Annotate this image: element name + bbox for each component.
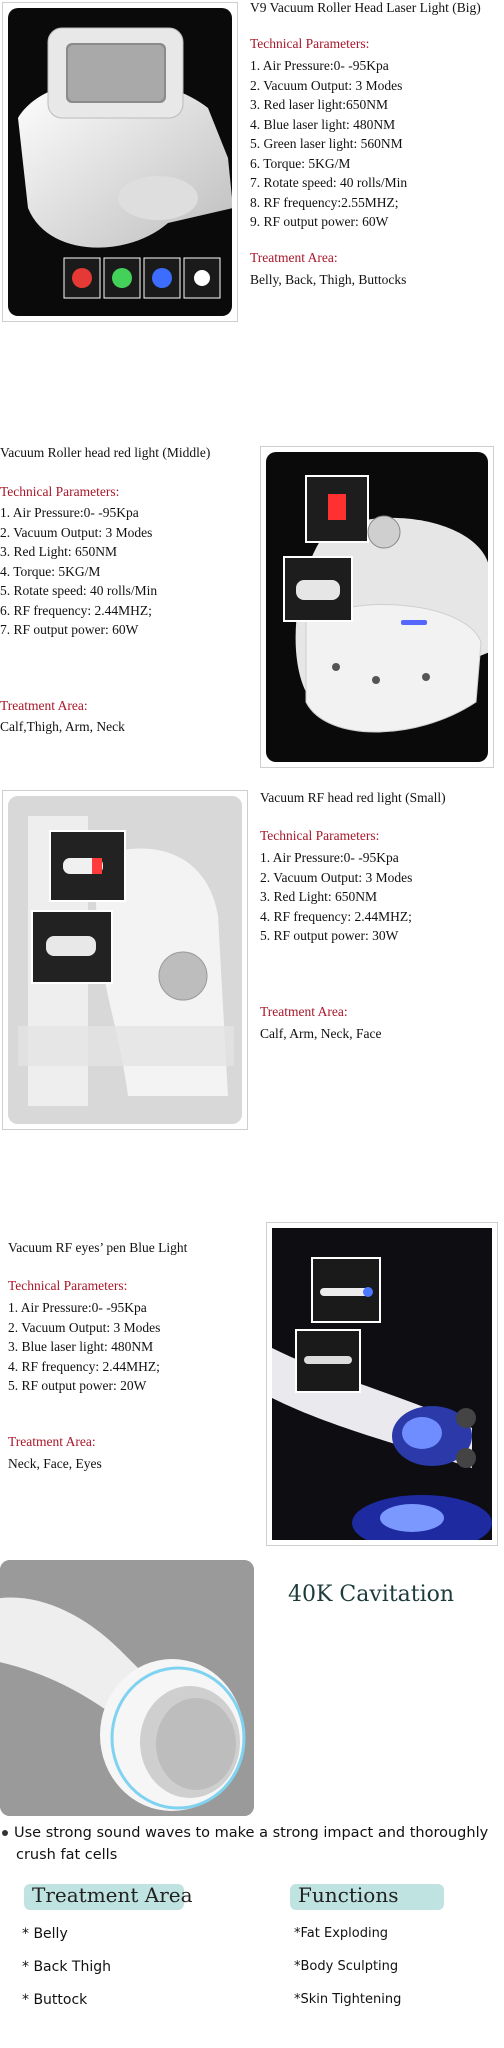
section2-params-list	[0, 503, 157, 640]
cavitation-bullet-line1: Use strong sound waves to make a strong impact and thoroughly	[14, 1825, 489, 1841]
section2-title: Vacuum Roller head red light (Middle)	[0, 445, 211, 460]
section4-params-heading: Technical Parameters:	[8, 1278, 128, 1293]
param-line: 4. RF frequency: 2.44MHZ;	[8, 1358, 160, 1374]
laser-thumbnails	[64, 258, 220, 298]
function-item: *Body Sculpting	[294, 1959, 399, 1974]
function-item: *Fat Exploding	[294, 1926, 389, 1941]
eye-pen-photo	[266, 1222, 498, 1546]
section2-params-heading: Technical Parameters:	[0, 484, 120, 499]
pen-inset	[312, 1258, 380, 1322]
handpiece-inset	[32, 911, 112, 983]
list-item: * Back Thigh	[22, 1959, 111, 1975]
roller-red-illustration	[266, 452, 488, 762]
roller-red-photo	[260, 446, 494, 768]
param-line: 7. RF output power: 60W	[0, 622, 139, 637]
param-line: 3. Red Light: 650NM	[0, 544, 117, 559]
param-line: 5. RF output power: 20W	[8, 1378, 147, 1393]
eye-pen-illustration	[272, 1228, 492, 1540]
param-line: 7. Rotate speed: 40 rolls/Min	[250, 175, 408, 190]
param-line: 5. Green laser light: 560NM	[250, 136, 403, 151]
param-line: 2. Vacuum Output: 3 Modes	[8, 1319, 161, 1335]
functions-heading: Functions	[298, 1883, 399, 1907]
param-line: 2. Vacuum Output: 3 Modes	[250, 77, 403, 93]
param-line: 4. Blue laser light: 480NM	[250, 116, 396, 132]
section3-params-list	[260, 848, 412, 946]
param-line: 3. Red Light: 650NM	[260, 889, 377, 904]
section3-params-heading: Technical Parameters:	[260, 828, 380, 843]
cavitation-photo	[0, 1560, 254, 1816]
param-line: 6. RF frequency: 2.44MHZ;	[0, 602, 152, 618]
list-item: * Belly	[22, 1926, 68, 1942]
param-line: 4. RF frequency: 2.44MHZ;	[260, 908, 412, 924]
section1-area-text: Belly, Back, Thigh, Buttocks	[250, 272, 407, 287]
param-line: 2. Vacuum Output: 3 Modes	[260, 869, 413, 885]
red-light-inset	[50, 831, 125, 901]
param-line: 5. RF output power: 30W	[260, 928, 399, 943]
section4-title: Vacuum RF eyes’ pen Blue Light	[8, 1240, 188, 1255]
cavitation-title: 40K Cavitation	[288, 1582, 455, 1607]
section1-params-heading: Technical Parameters:	[250, 36, 370, 51]
rf-head-photo	[2, 790, 248, 1130]
param-line: 4. Torque: 5KG/M	[0, 563, 101, 579]
section2-area-heading: Treatment Area:	[0, 698, 88, 713]
param-line: 1. Air Pressure:0- -95Kpa	[260, 850, 399, 865]
treatment-area-heading: Treatment Area	[32, 1883, 193, 1907]
tip-inset	[296, 1330, 360, 1392]
v9-roller-photo	[2, 2, 238, 322]
section1-params-list	[250, 56, 407, 232]
bullet-dot	[2, 1830, 8, 1836]
cavitation-probe-illustration	[0, 1560, 254, 1816]
param-line: 1. Air Pressure:0- -95Kpa	[0, 505, 139, 520]
section4-area-text: Neck, Face, Eyes	[8, 1456, 102, 1471]
section4-area-heading: Treatment Area:	[8, 1434, 96, 1449]
section2-area-text: Calf,Thigh, Arm, Neck	[0, 719, 125, 734]
param-line: 2. Vacuum Output: 3 Modes	[0, 524, 153, 540]
rf-head-illustration	[8, 796, 242, 1124]
cavitation-bullet-line2: crush fat cells	[16, 1847, 118, 1863]
section1-title: V9 Vacuum Roller Head Laser Light (Big)	[250, 0, 481, 15]
red-light-inset	[306, 476, 368, 542]
v9-roller-illustration	[8, 8, 232, 316]
treatment-item: Buttock	[33, 1992, 88, 2008]
section3-area-heading: Treatment Area:	[260, 1004, 348, 1019]
param-line: 3. Blue laser light: 480NM	[8, 1339, 154, 1354]
cavitation-bullet	[2, 1822, 502, 1866]
handpiece-inset	[284, 557, 352, 621]
param-line: 8. RF frequency:2.55MHZ;	[250, 194, 399, 210]
treatment-item: Belly	[33, 1926, 68, 1942]
section3-area-text: Calf, Arm, Neck, Face	[260, 1026, 382, 1041]
section4-params-list	[8, 1298, 160, 1396]
treatment-area-badge	[24, 1883, 193, 1910]
treatment-item: Back Thigh	[33, 1959, 111, 1975]
section3-title: Vacuum RF head red light (Small)	[260, 790, 446, 805]
functions-badge	[290, 1884, 444, 1910]
param-line: 6. Torque: 5KG/M	[250, 155, 351, 171]
param-line: 1. Air Pressure:0- -95Kpa	[250, 58, 389, 73]
param-line: 9. RF output power: 60W	[250, 214, 389, 229]
param-line: 5. Rotate speed: 40 rolls/Min	[0, 583, 158, 598]
section1-area-heading: Treatment Area:	[250, 250, 338, 265]
param-line: 1. Air Pressure:0- -95Kpa	[8, 1300, 147, 1315]
param-line: 3. Red laser light:650NM	[250, 97, 388, 112]
function-item: *Skin Tightening	[294, 1992, 402, 2007]
list-item: * Buttock	[22, 1992, 88, 2008]
